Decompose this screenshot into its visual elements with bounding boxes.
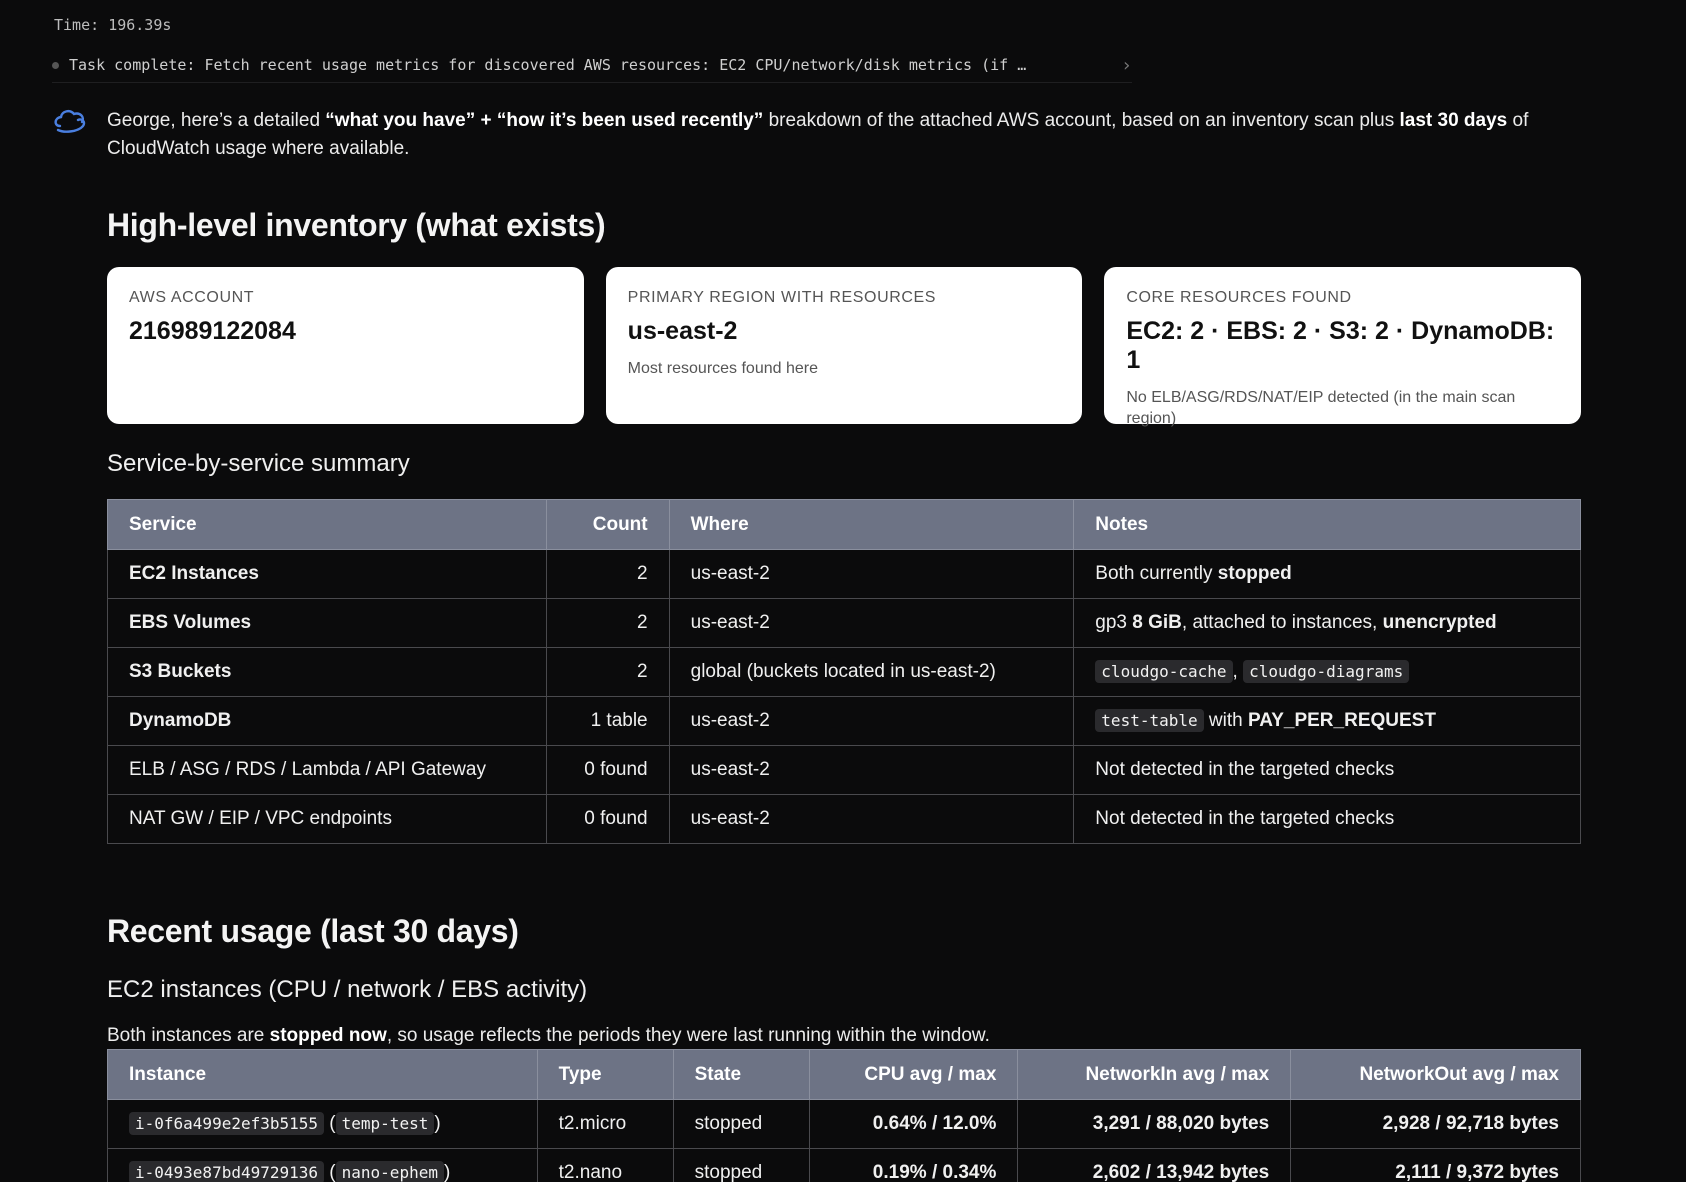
intro-paragraph: George, here’s a detailed “what you have” + “how it’s been used recently” breakdown of the attached AWS account, based on an inventory scan plus last 30 days of CloudWatch usage where available. xyxy=(107,110,1529,159)
chevron-right-icon[interactable]: › xyxy=(1121,54,1132,76)
column-header: Type xyxy=(537,1050,673,1100)
count-cell: 1 table xyxy=(546,697,669,746)
network-out-cell: 2,928 / 92,718 bytes xyxy=(1291,1100,1581,1149)
column-header: CPU avg / max xyxy=(809,1050,1018,1100)
usage-heading: Recent usage (last 30 days) xyxy=(107,913,519,949)
card-value: us-east-2 xyxy=(627,317,738,345)
instance-cell: i-0493e87bd49729136 ( nano-ephem ) xyxy=(108,1149,538,1182)
status-dot-icon xyxy=(52,62,59,69)
card-value: 216989122084 xyxy=(129,317,296,345)
where-cell: us-east-2 xyxy=(669,599,1074,648)
notes-cell: gp3 8 GiB, attached to instances, unencrypted xyxy=(1074,599,1581,648)
table-row xyxy=(108,1100,1581,1149)
task-status-text: Task complete: Fetch recent usage metrics for discovered AWS resources: EC2 CPU/network/disk metrics (if … xyxy=(69,56,1027,74)
card-value: EC2: 2 · EBS: 2 · S3: 2 · DynamoDB: 1 xyxy=(1126,317,1555,374)
summary-heading: Service-by-service summary xyxy=(107,450,410,477)
where-cell: us-east-2 xyxy=(669,795,1074,844)
time-indicator xyxy=(54,16,171,34)
table-header-row xyxy=(108,1050,1581,1100)
network-in-cell: 2,602 / 13,942 bytes xyxy=(1018,1149,1291,1182)
cpu-cell: 0.64% / 12.0% xyxy=(809,1100,1018,1149)
service-cell: EBS Volumes xyxy=(108,599,547,648)
network-in-cell: 3,291 / 88,020 bytes xyxy=(1018,1100,1291,1149)
where-cell: us-east-2 xyxy=(669,697,1074,746)
table-row xyxy=(108,550,1581,599)
notes-cell: Both currently stopped xyxy=(1074,550,1581,599)
table-row xyxy=(108,795,1581,844)
ec2-usage-table xyxy=(107,1049,1581,1182)
service-cell: NAT GW / EIP / VPC endpoints xyxy=(108,795,547,844)
table-header-row xyxy=(108,500,1581,550)
instance-cell: i-0f6a499e2ef3b5155 ( temp-test ) xyxy=(108,1100,538,1149)
count-cell: 0 found xyxy=(546,795,669,844)
service-cell: S3 Buckets xyxy=(108,648,547,697)
bucket-name-code: cloudgo-diagrams xyxy=(1243,660,1409,683)
type-cell: t2.nano xyxy=(537,1149,673,1182)
table-row xyxy=(108,1149,1581,1182)
column-header: State xyxy=(673,1050,809,1100)
time-value: 196.39s xyxy=(108,16,172,34)
inventory-heading: High-level inventory (what exists) xyxy=(107,207,606,243)
table-row xyxy=(108,697,1581,746)
table-row xyxy=(108,599,1581,648)
where-cell: us-east-2 xyxy=(669,746,1074,795)
ec2-usage-subheading: EC2 instances (CPU / network / EBS activity) xyxy=(107,976,588,1003)
task-status-row[interactable] xyxy=(52,48,1132,83)
bucket-name-code: cloudgo-cache xyxy=(1095,660,1232,683)
instance-id-code: i-0f6a499e2ef3b5155 xyxy=(129,1112,324,1135)
primary-region-card xyxy=(606,267,1083,424)
notes-cell: Not detected in the targeted checks xyxy=(1074,795,1581,844)
column-header: Notes xyxy=(1074,500,1581,550)
state-cell: stopped xyxy=(673,1149,809,1182)
table-row xyxy=(108,746,1581,795)
service-cell: EC2 Instances xyxy=(108,550,547,599)
card-label: AWS ACCOUNT xyxy=(129,289,255,306)
card-label: PRIMARY REGION WITH RESOURCES xyxy=(627,289,937,306)
cpu-cell: 0.19% / 0.34% xyxy=(809,1149,1018,1182)
column-header: Where xyxy=(669,500,1074,550)
network-out-cell: 2,111 / 9,372 bytes xyxy=(1291,1149,1581,1182)
where-cell: global (buckets located in us-east-2) xyxy=(669,648,1074,697)
table-row xyxy=(108,648,1581,697)
inventory-cards xyxy=(107,267,1581,427)
state-cell: stopped xyxy=(673,1100,809,1149)
service-cell: ELB / ASG / RDS / Lambda / API Gateway xyxy=(108,746,547,795)
assistant-logo-icon xyxy=(52,106,88,136)
column-header: Count xyxy=(546,500,669,550)
count-cell: 2 xyxy=(546,550,669,599)
instance-name-code: temp-test xyxy=(336,1112,435,1135)
column-header: NetworkIn avg / max xyxy=(1018,1050,1291,1100)
column-header: Service xyxy=(108,500,547,550)
time-label: Time: xyxy=(54,16,100,34)
count-cell: 2 xyxy=(546,648,669,697)
card-subtext: No ELB/ASG/RDS/NAT/EIP detected (in the main scan region) xyxy=(1126,389,1516,427)
notes-cell: Not detected in the targeted checks xyxy=(1074,746,1581,795)
count-cell: 2 xyxy=(546,599,669,648)
type-cell: t2.micro xyxy=(537,1100,673,1149)
service-summary-table xyxy=(107,499,1581,844)
table-name-code: test-table xyxy=(1095,709,1203,732)
where-cell: us-east-2 xyxy=(669,550,1074,599)
notes-cell: test-table with PAY_PER_REQUEST xyxy=(1074,697,1581,746)
column-header: NetworkOut avg / max xyxy=(1291,1050,1581,1100)
instance-id-code: i-0493e87bd49729136 xyxy=(129,1161,324,1182)
notes-cell: cloudgo-cache , cloudgo-diagrams xyxy=(1074,648,1581,697)
count-cell: 0 found xyxy=(546,746,669,795)
core-resources-card xyxy=(1104,267,1581,427)
instance-name-code: nano-ephem xyxy=(336,1161,444,1182)
card-label: CORE RESOURCES FOUND xyxy=(1126,289,1352,306)
aws-account-card xyxy=(107,267,584,424)
usage-note: Both instances are stopped now, so usage reflects the periods they were last running within the window. xyxy=(107,1025,990,1046)
service-cell: DynamoDB xyxy=(108,697,547,746)
column-header: Instance xyxy=(108,1050,538,1100)
card-subtext: Most resources found here xyxy=(627,360,818,377)
